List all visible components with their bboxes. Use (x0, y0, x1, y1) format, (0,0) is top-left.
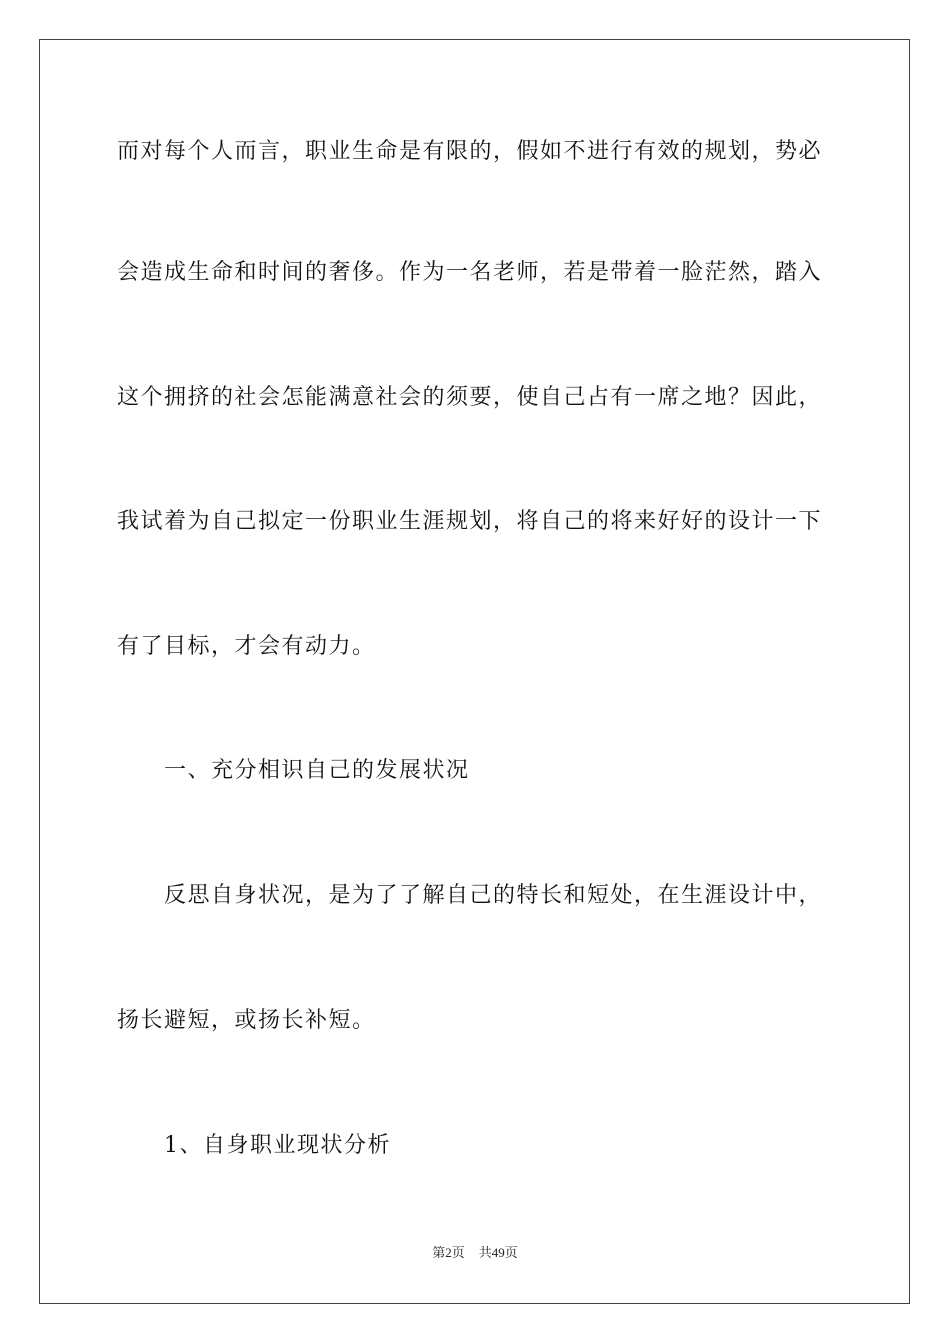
section-heading: 一、充分相识自己的发展状况 (164, 758, 470, 783)
paragraph-line: 有了目标，才会有动力。 (117, 634, 376, 659)
paragraph-line: 反思自身状况，是为了了解自己的特长和短处，在生涯设计中， (164, 883, 823, 908)
page-number-total: 共49页 (478, 1245, 518, 1260)
paragraph-line: 而对每个人而言，职业生命是有限的，假如不进行有效的规划，势必 (117, 139, 823, 164)
paragraph-line: 这个拥挤的社会怎能满意社会的须要，使自己占有一席之地？因此， (117, 385, 823, 410)
page-frame (39, 39, 910, 1304)
paragraph-line: 扬长避短，或扬长补短。 (117, 1008, 376, 1033)
paragraph-line: 会造成生命和时间的奢侈。作为一名老师，若是带着一脸茫然，踏入 (117, 260, 823, 285)
page-number-current: 第2页 (432, 1245, 465, 1260)
page-footer (0, 1245, 950, 1261)
paragraph-line: 我试着为自己拟定一份职业生涯规划，将自己的将来好好的设计一下 (117, 509, 823, 534)
subsection-heading: 1、自身职业现状分析 (164, 1133, 391, 1158)
